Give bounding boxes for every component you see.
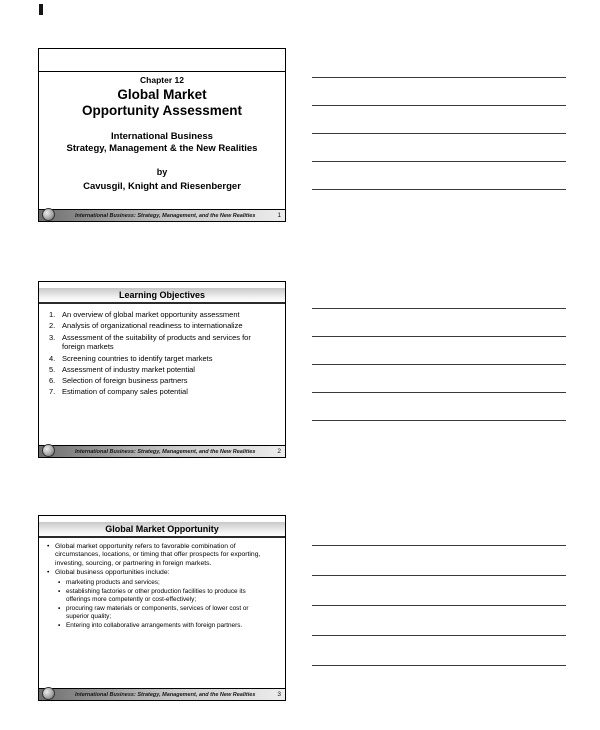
slide-number: 2 (277, 448, 281, 455)
bullet-marker-icon: ▪ (58, 587, 61, 595)
slide-number: 1 (277, 212, 281, 219)
note-line (312, 133, 566, 134)
objective-item (49, 354, 271, 364)
note-line (312, 364, 566, 365)
objective-text: Assessment of industry market potential (62, 364, 195, 374)
objective-text: Analysis of organizational readiness to internationalize (62, 321, 243, 331)
authors-line: Cavusgil, Knight and Riesenberger (83, 180, 241, 192)
bullet-item (58, 588, 267, 604)
footer-book-title: International Business: Strategy, Management, and the New Realities (74, 448, 256, 455)
objective-item (49, 365, 271, 375)
objective-number: 6. (49, 376, 56, 385)
objective-number: 4. (49, 353, 56, 363)
slide-2 (38, 281, 286, 458)
objective-item (49, 376, 271, 386)
objective-number: 7. (49, 387, 56, 397)
bullet-marker-icon: ▪ (58, 604, 61, 612)
objective-number: 5. (49, 364, 56, 374)
bullet-item (47, 569, 267, 577)
bullet-text: Global business opportunities include: (55, 569, 170, 577)
slide-1-top-strip (39, 49, 285, 72)
objective-text: Screening countries to identify target markets (62, 353, 213, 363)
note-line (312, 605, 566, 606)
objective-text: An overview of global market opportunity assessment (62, 310, 240, 319)
objective-item (49, 387, 271, 397)
slide-2-header-title: Learning Objectives (118, 290, 206, 300)
slide-1-footer (39, 209, 285, 221)
note-line (312, 336, 566, 337)
by-label: by (156, 166, 168, 177)
note-line (312, 545, 566, 546)
slide-1-body (39, 72, 285, 192)
footer-book-title: International Business: Strategy, Management, and the New Realities (74, 691, 256, 698)
slide-2-header (39, 288, 285, 304)
objective-number: 1. (49, 310, 56, 319)
objective-text: Assessment of the suitability of products and services for foreign markets (62, 332, 251, 352)
note-line (312, 392, 566, 393)
note-line (312, 161, 566, 162)
book-title-line-1: International Business (111, 131, 213, 143)
slide-3-footer (39, 688, 285, 700)
bullet-marker-icon: • (47, 543, 50, 550)
book-title-line-2: Strategy, Management & the New Realities (66, 142, 258, 154)
objective-item (49, 310, 271, 320)
note-line (312, 635, 566, 636)
bullet-text: Global market opportunity refers to favorable combination of circumstances, locations, or timing that offer prospects for exporting, investing, sourcing, or partnering in foreign markets. (55, 543, 261, 567)
note-line (312, 575, 566, 576)
footer-book-title: International Business: Strategy, Management, and the New Realities (74, 212, 256, 219)
slide-3-header (39, 522, 285, 538)
slide-1-title-line-1: Global Market (117, 87, 207, 102)
slide-number: 3 (277, 691, 281, 698)
note-line (312, 77, 566, 78)
slide-1-title-line-2: Opportunity Assessment (81, 102, 243, 118)
bullet-text: marketing products and services; (66, 578, 160, 586)
bullet-marker-icon: ▪ (58, 578, 61, 586)
slide-1-title (39, 87, 285, 118)
objective-item (49, 321, 271, 331)
bullet-marker-icon: ▪ (58, 621, 61, 629)
note-line (312, 189, 566, 190)
bullet-list (39, 538, 285, 630)
bullet-item (58, 605, 267, 621)
objectives-list (39, 304, 285, 397)
objective-item (49, 333, 271, 353)
note-line (312, 105, 566, 106)
note-line (312, 420, 566, 421)
crop-mark (39, 4, 43, 15)
book-title (39, 131, 285, 155)
bullet-item (58, 622, 267, 630)
objective-text: Selection of foreign business partners (62, 376, 188, 385)
note-line (312, 308, 566, 309)
bullet-text: establishing factories or other production facilities to produce its offerings more competently or cost-effectively; (66, 587, 246, 603)
slide-3-header-title: Global Market Opportunity (105, 524, 219, 534)
bullet-item (47, 543, 267, 568)
objective-number: 3. (49, 332, 56, 342)
globe-logo-icon (42, 444, 55, 457)
note-line (312, 665, 566, 666)
objective-number: 2. (49, 321, 56, 331)
globe-logo-icon (42, 687, 55, 700)
chapter-label: Chapter 12 (140, 75, 184, 85)
bullet-text: Entering into collaborative arrangements with foreign partners. (66, 621, 243, 629)
globe-logo-icon (42, 208, 55, 221)
bullet-marker-icon: • (47, 569, 50, 577)
slide-2-footer (39, 445, 285, 457)
objective-text: Estimation of company sales potential (62, 387, 188, 397)
bullet-text: procuring raw materials or components, services of lower cost or superior quality; (66, 604, 249, 620)
bullet-item (58, 579, 267, 587)
slide-3 (38, 515, 286, 701)
slide-1 (38, 48, 286, 222)
